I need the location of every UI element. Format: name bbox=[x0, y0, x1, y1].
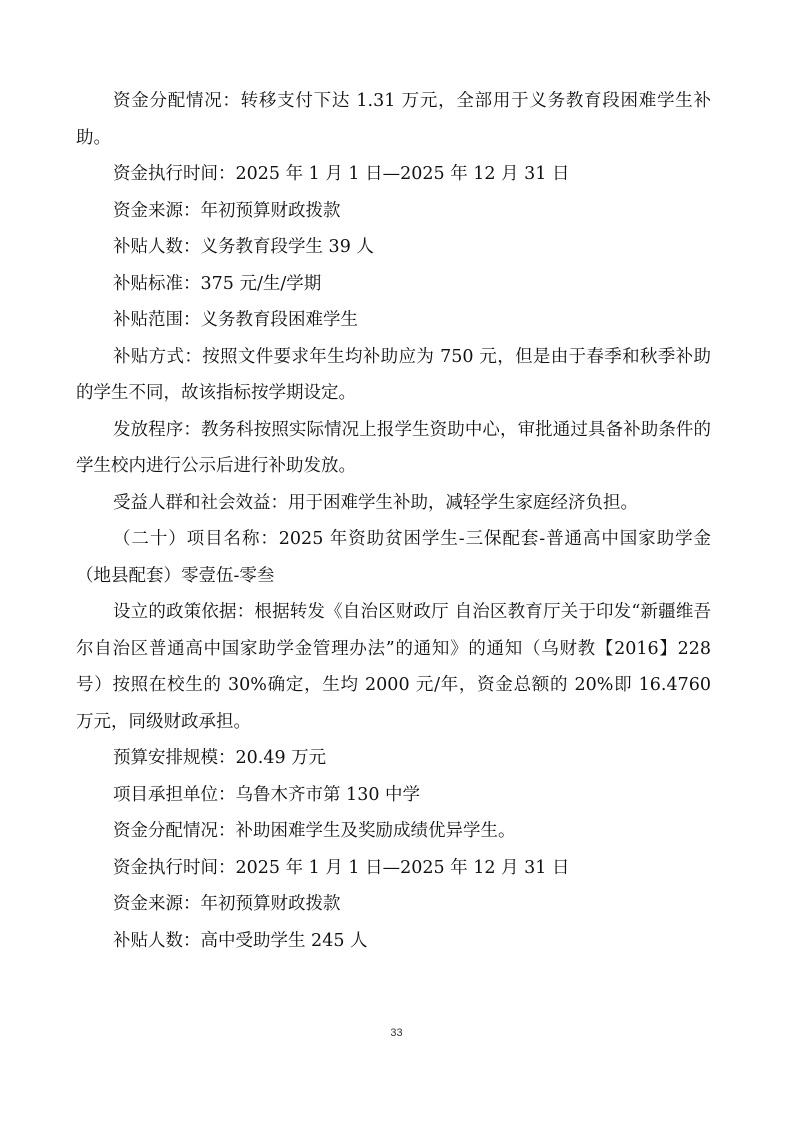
paragraph-subsidy-scope: 补贴范围：义务教育段困难学生 bbox=[113, 310, 358, 330]
paragraph-subsidy-count-2: 补贴人数：高中受助学生 245 人 bbox=[113, 930, 368, 951]
paragraph-fund-source: 资金来源：年初预算财政拨款 bbox=[113, 200, 341, 221]
body-text bbox=[76, 83, 711, 959]
paragraph-beneficiaries: 受益人群和社会效益：用于困难学生补助，减轻学生家庭经济负担。 bbox=[113, 492, 638, 513]
paragraph-responsible-unit: 项目承担单位：乌鲁木齐市第 130 中学 bbox=[113, 784, 421, 805]
paragraph-policy-basis: 设立的政策依据：根据转发《自治区财政厅 自治区教育厅关于印发“新疆维吾尔自治区普通高中国家助学金管理办法”的通知》的通知（乌财教【2016】228 号）按照在校生的 30%确定，生均 2000 元/年，资金总额的 20%即 16.4760 万元，同级财政承担。 bbox=[76, 602, 711, 732]
paragraph-fund-allocation-2: 资金分配情况：补助困难学生及奖励成绩优异学生。 bbox=[113, 821, 516, 841]
paragraph-fund-allocation: 资金分配情况：转移支付下达 1.31 万元，全部用于义务教育段困难学生补助。 bbox=[76, 91, 711, 148]
paragraph-fund-source-2: 资金来源：年初预算财政拨款 bbox=[113, 894, 341, 914]
section-heading-item-20: （二十）项目名称：2025 年资助贫困学生-三保配套-普通高中国家助学金（地县配套）零壹伍-零叁 bbox=[76, 529, 711, 586]
page-number: 33 bbox=[390, 1027, 403, 1039]
paragraph-execution-time: 资金执行时间：2025 年 1 月 1 日—2025 年 12 月 31 日 bbox=[113, 164, 570, 184]
paragraph-distribution-procedure: 发放程序：教务科按照实际情况上报学生资助中心，审批通过具备补助条件的学生校内进行公示后进行补助发放。 bbox=[76, 419, 711, 476]
paragraph-subsidy-standard: 补贴标准：375 元/生/学期 bbox=[113, 273, 322, 294]
paragraph-execution-time-2: 资金执行时间：2025 年 1 月 1 日—2025 年 12 月 31 日 bbox=[113, 857, 570, 878]
paragraph-subsidy-method: 补贴方式：按照文件要求年生均补助应为 750 元，但是由于春季和秋季补助的学生不同，故该指标按学期设定。 bbox=[76, 346, 711, 403]
paragraph-subsidy-count: 补贴人数：义务教育段学生 39 人 bbox=[113, 237, 374, 257]
paragraph-budget-scale: 预算安排规模：20.49 万元 bbox=[113, 748, 327, 768]
